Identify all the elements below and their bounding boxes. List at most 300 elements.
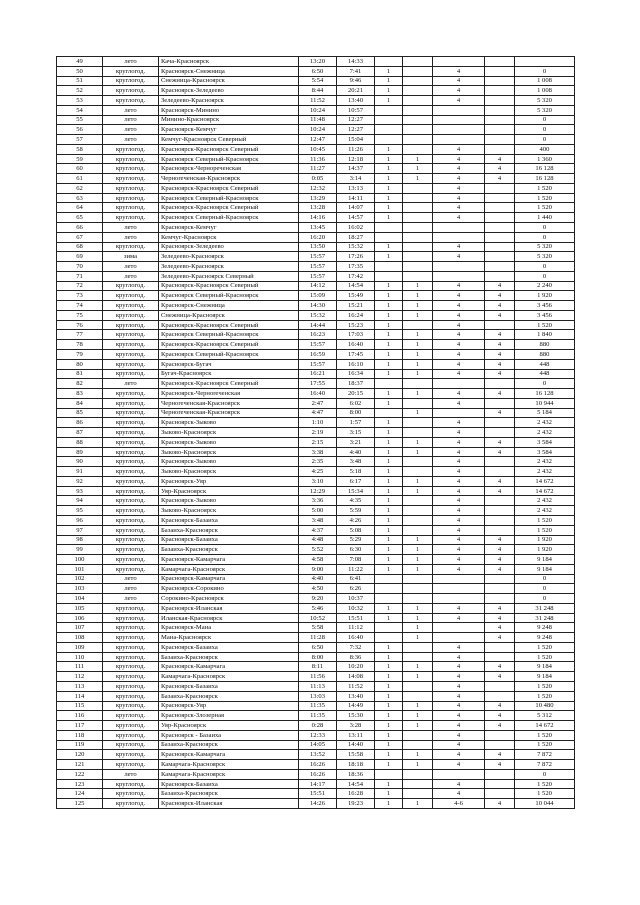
amount-cell: 5 184 (515, 408, 575, 418)
arrival-time-cell: 7:08 (337, 555, 375, 565)
col-c-cell (433, 232, 485, 242)
season-cell: круглогод. (103, 633, 159, 643)
table-row (57, 164, 575, 174)
col-a-cell: 1 (375, 603, 403, 613)
route-number-cell: 67 (57, 232, 103, 242)
table-row (57, 135, 575, 145)
col-c-cell: 4 (433, 437, 485, 447)
col-b-cell (403, 252, 433, 262)
table-row (57, 486, 575, 496)
col-b-cell (403, 496, 433, 506)
amount-cell: 1 440 (515, 213, 575, 223)
col-b-cell (403, 76, 433, 86)
season-cell: круглогод. (103, 652, 159, 662)
route-name-cell: Зеледеево-Красноярск (159, 252, 299, 262)
col-d-cell: 4 (485, 711, 515, 721)
col-b-cell (403, 682, 433, 692)
table-row (57, 349, 575, 359)
col-d-cell (485, 682, 515, 692)
route-number-cell: 62 (57, 183, 103, 193)
season-cell: круглогод. (103, 662, 159, 672)
route-name-cell: Черноreченская-Красноярск (159, 174, 299, 184)
route-number-cell: 120 (57, 750, 103, 760)
arrival-time-cell: 6:41 (337, 574, 375, 584)
arrival-time-cell: 4:26 (337, 515, 375, 525)
col-a-cell (375, 408, 403, 418)
col-c-cell: 4 (433, 291, 485, 301)
route-number-cell: 86 (57, 418, 103, 428)
col-d-cell: 4 (485, 359, 515, 369)
col-a-cell: 1 (375, 174, 403, 184)
col-c-cell: 4 (433, 476, 485, 486)
route-name-cell: Черноreченская-Красноярск (159, 408, 299, 418)
season-cell: круглогод. (103, 555, 159, 565)
col-a-cell: 1 (375, 789, 403, 799)
departure-time-cell: 11:27 (299, 164, 337, 174)
col-c-cell (433, 633, 485, 643)
route-name-cell: Красноярск-Зыково (159, 418, 299, 428)
departure-time-cell: 11:35 (299, 701, 337, 711)
route-name-cell: Красноярск-Минино (159, 105, 299, 115)
col-d-cell: 4 (485, 672, 515, 682)
amount-cell: 10 944 (515, 398, 575, 408)
route-number-cell: 113 (57, 682, 103, 692)
col-a-cell: 1 (375, 662, 403, 672)
arrival-time-cell: 14:11 (337, 193, 375, 203)
arrival-time-cell: 13:40 (337, 96, 375, 106)
route-name-cell: Красноярск-Камарчага (159, 555, 299, 565)
table-row (57, 281, 575, 291)
col-a-cell: 1 (375, 369, 403, 379)
arrival-time-cell: 5:29 (337, 535, 375, 545)
col-d-cell (485, 525, 515, 535)
route-name-cell: Камарчага-Красноярск (159, 769, 299, 779)
table-row (57, 86, 575, 96)
route-number-cell: 58 (57, 144, 103, 154)
amount-cell: 0 (515, 574, 575, 584)
col-a-cell: 1 (375, 515, 403, 525)
col-c-cell: 4 (433, 525, 485, 535)
col-a-cell: 1 (375, 545, 403, 555)
route-name-cell: Красноярск-Снежница (159, 66, 299, 76)
season-cell: круглогод. (103, 144, 159, 154)
col-c-cell: 4 (433, 389, 485, 399)
col-a-cell: 1 (375, 144, 403, 154)
arrival-time-cell: 13:13 (337, 183, 375, 193)
col-a-cell: 1 (375, 779, 403, 789)
col-d-cell: 4 (485, 545, 515, 555)
col-b-cell (403, 86, 433, 96)
amount-cell: 5 320 (515, 242, 575, 252)
table-row (57, 174, 575, 184)
col-d-cell (485, 594, 515, 604)
season-cell: круглогод. (103, 760, 159, 770)
route-name-cell: Зыково-Красноярск (159, 447, 299, 457)
departure-time-cell: 12:33 (299, 730, 337, 740)
departure-time-cell: 15:57 (299, 359, 337, 369)
col-c-cell: 4 (433, 349, 485, 359)
route-number-cell: 85 (57, 408, 103, 418)
season-cell: лето (103, 135, 159, 145)
arrival-time-cell: 18:36 (337, 769, 375, 779)
route-number-cell: 107 (57, 623, 103, 633)
route-name-cell: Снежница-Красноярск (159, 76, 299, 86)
arrival-time-cell: 11:52 (337, 682, 375, 692)
amount-cell: 0 (515, 262, 575, 272)
arrival-time-cell: 15:04 (337, 135, 375, 145)
col-c-cell: 4 (433, 203, 485, 213)
col-b-cell (403, 115, 433, 125)
col-c-cell: 4 (433, 86, 485, 96)
route-name-cell: Кемчуг-Красноярск (159, 232, 299, 242)
route-number-cell: 59 (57, 154, 103, 164)
route-number-cell: 117 (57, 721, 103, 731)
amount-cell: 1 920 (515, 545, 575, 555)
departure-time-cell: 11:52 (299, 96, 337, 106)
col-a-cell (375, 262, 403, 272)
departure-time-cell: 14:30 (299, 301, 337, 311)
arrival-time-cell: 18:18 (337, 760, 375, 770)
amount-cell (515, 57, 575, 67)
route-number-cell: 75 (57, 310, 103, 320)
col-d-cell (485, 144, 515, 154)
col-a-cell (375, 594, 403, 604)
amount-cell: 3 456 (515, 310, 575, 320)
amount-cell: 0 (515, 271, 575, 281)
departure-time-cell: 4:47 (299, 408, 337, 418)
col-c-cell: 4 (433, 496, 485, 506)
route-number-cell: 112 (57, 672, 103, 682)
route-name-cell: Зыково-Красноярск (159, 428, 299, 438)
departure-time-cell: 11:28 (299, 633, 337, 643)
season-cell: круглогод. (103, 174, 159, 184)
arrival-time-cell: 15:51 (337, 613, 375, 623)
col-a-cell: 1 (375, 213, 403, 223)
season-cell: круглогод. (103, 525, 159, 535)
col-a-cell: 1 (375, 691, 403, 701)
season-cell: круглогод. (103, 730, 159, 740)
route-name-cell: Красноярск-Базаиха (159, 642, 299, 652)
route-number-cell: 103 (57, 584, 103, 594)
col-a-cell: 1 (375, 467, 403, 477)
col-b-cell: 1 (403, 359, 433, 369)
col-c-cell: 4 (433, 213, 485, 223)
col-d-cell (485, 584, 515, 594)
route-number-cell: 109 (57, 642, 103, 652)
departure-time-cell: 13:52 (299, 750, 337, 760)
col-b-cell: 1 (403, 486, 433, 496)
col-c-cell: 4 (433, 701, 485, 711)
route-name-cell: Красноярск-Красноярск Северный (159, 340, 299, 350)
col-d-cell (485, 252, 515, 262)
col-a-cell: 1 (375, 555, 403, 565)
route-name-cell: Снежница-Красноярск (159, 310, 299, 320)
col-b-cell (403, 730, 433, 740)
col-b-cell (403, 574, 433, 584)
col-b-cell: 1 (403, 408, 433, 418)
season-cell: круглогод. (103, 389, 159, 399)
departure-time-cell: 4:25 (299, 467, 337, 477)
col-a-cell: 1 (375, 721, 403, 731)
departure-time-cell: 16:26 (299, 760, 337, 770)
table-row (57, 779, 575, 789)
arrival-time-cell: 17:03 (337, 330, 375, 340)
season-cell: лето (103, 115, 159, 125)
arrival-time-cell: 3:14 (337, 174, 375, 184)
col-a-cell (375, 135, 403, 145)
arrival-time-cell: 15:21 (337, 301, 375, 311)
col-a-cell (375, 769, 403, 779)
route-number-cell: 52 (57, 86, 103, 96)
arrival-time-cell: 8:00 (337, 408, 375, 418)
table-row (57, 574, 575, 584)
route-number-cell: 70 (57, 262, 103, 272)
route-number-cell: 123 (57, 779, 103, 789)
amount-cell: 2 240 (515, 281, 575, 291)
departure-time-cell: 14:16 (299, 213, 337, 223)
table-row (57, 711, 575, 721)
arrival-time-cell: 10:57 (337, 105, 375, 115)
col-a-cell (375, 271, 403, 281)
col-c-cell: 4 (433, 662, 485, 672)
route-number-cell: 89 (57, 447, 103, 457)
col-b-cell (403, 193, 433, 203)
col-c-cell (433, 57, 485, 67)
col-b-cell: 1 (403, 281, 433, 291)
col-b-cell (403, 262, 433, 272)
col-d-cell (485, 496, 515, 506)
amount-cell: 1 360 (515, 154, 575, 164)
table-row (57, 320, 575, 330)
arrival-time-cell: 15:34 (337, 486, 375, 496)
col-a-cell: 1 (375, 349, 403, 359)
col-b-cell: 1 (403, 750, 433, 760)
col-b-cell (403, 769, 433, 779)
col-c-cell: 4 (433, 740, 485, 750)
col-c-cell: 4 (433, 711, 485, 721)
route-name-cell: Базаиха-Красноярск (159, 691, 299, 701)
season-cell: круглогод. (103, 701, 159, 711)
route-name-cell: Иланская-Красноярск (159, 613, 299, 623)
col-c-cell (433, 115, 485, 125)
arrival-time-cell: 16:40 (337, 633, 375, 643)
route-number-cell: 61 (57, 174, 103, 184)
col-b-cell: 1 (403, 369, 433, 379)
season-cell: лето (103, 105, 159, 115)
table-row (57, 330, 575, 340)
col-a-cell: 1 (375, 476, 403, 486)
table-row (57, 613, 575, 623)
col-d-cell: 4 (485, 408, 515, 418)
col-b-cell: 1 (403, 349, 433, 359)
table-row (57, 193, 575, 203)
table-row (57, 340, 575, 350)
col-d-cell: 4 (485, 154, 515, 164)
route-name-cell: Красноярск-Базаиха (159, 779, 299, 789)
table-row (57, 271, 575, 281)
route-name-cell: Черноreченская-Красноярск (159, 398, 299, 408)
col-a-cell: 1 (375, 613, 403, 623)
amount-cell: 10 044 (515, 799, 575, 809)
col-a-cell: 1 (375, 86, 403, 96)
route-number-cell: 122 (57, 769, 103, 779)
route-number-cell: 68 (57, 242, 103, 252)
route-number-cell: 77 (57, 330, 103, 340)
departure-time-cell: 16:59 (299, 349, 337, 359)
amount-cell: 0 (515, 379, 575, 389)
arrival-time-cell: 16:34 (337, 369, 375, 379)
route-number-cell: 94 (57, 496, 103, 506)
season-cell: круглогод. (103, 496, 159, 506)
season-cell: круглогод. (103, 320, 159, 330)
col-a-cell: 1 (375, 66, 403, 76)
route-name-cell: Сорокино-Красноярск (159, 594, 299, 604)
route-name-cell: Красноярск-Красноярск Северный (159, 379, 299, 389)
season-cell: круглогод. (103, 789, 159, 799)
col-c-cell: 4 (433, 76, 485, 86)
season-cell: круглогод. (103, 476, 159, 486)
col-a-cell: 1 (375, 183, 403, 193)
col-b-cell (403, 740, 433, 750)
table-row (57, 535, 575, 545)
col-a-cell: 1 (375, 164, 403, 174)
table-row (57, 476, 575, 486)
arrival-time-cell: 17:35 (337, 262, 375, 272)
col-b-cell (403, 515, 433, 525)
arrival-time-cell: 5:08 (337, 525, 375, 535)
arrival-time-cell: 6:02 (337, 398, 375, 408)
route-name-cell: Красноярск-Иланская (159, 603, 299, 613)
route-number-cell: 80 (57, 359, 103, 369)
table-row (57, 525, 575, 535)
col-c-cell: 4 (433, 369, 485, 379)
route-name-cell: Красноярск-Красноярск Северный (159, 320, 299, 330)
col-c-cell (433, 574, 485, 584)
arrival-time-cell: 7:32 (337, 642, 375, 652)
season-cell: зима (103, 252, 159, 262)
col-c-cell: 4 (433, 672, 485, 682)
amount-cell: 1 520 (515, 525, 575, 535)
col-d-cell (485, 242, 515, 252)
departure-time-cell: 14:17 (299, 779, 337, 789)
season-cell: лето (103, 574, 159, 584)
col-d-cell: 4 (485, 330, 515, 340)
col-d-cell: 4 (485, 623, 515, 633)
col-b-cell: 1 (403, 672, 433, 682)
departure-time-cell: 8:00 (299, 652, 337, 662)
arrival-time-cell: 3:21 (337, 437, 375, 447)
col-c-cell (433, 623, 485, 633)
arrival-time-cell: 14:07 (337, 203, 375, 213)
route-name-cell: Красноярск-Зыково (159, 437, 299, 447)
departure-time-cell: 4:50 (299, 584, 337, 594)
table-row (57, 183, 575, 193)
amount-cell: 5 320 (515, 96, 575, 106)
arrival-time-cell: 6:17 (337, 476, 375, 486)
col-a-cell: 1 (375, 281, 403, 291)
route-number-cell: 79 (57, 349, 103, 359)
route-name-cell: Красноярск-Камарчага (159, 574, 299, 584)
season-cell: лето (103, 584, 159, 594)
arrival-time-cell: 3:28 (337, 721, 375, 731)
arrival-time-cell: 14:37 (337, 164, 375, 174)
col-b-cell (403, 428, 433, 438)
col-d-cell (485, 691, 515, 701)
departure-time-cell: 4:48 (299, 535, 337, 545)
route-name-cell: Красноярск-Красноярск Северный (159, 183, 299, 193)
season-cell: круглогод. (103, 642, 159, 652)
arrival-time-cell: 14:33 (337, 57, 375, 67)
col-b-cell: 1 (403, 447, 433, 457)
col-d-cell (485, 223, 515, 233)
col-b-cell (403, 398, 433, 408)
table-row (57, 115, 575, 125)
table-row (57, 584, 575, 594)
arrival-time-cell: 5:18 (337, 467, 375, 477)
departure-time-cell: 14:26 (299, 799, 337, 809)
arrival-time-cell: 13:11 (337, 730, 375, 740)
route-name-cell: Кемчуг-Красноярск Северный (159, 135, 299, 145)
col-d-cell (485, 262, 515, 272)
col-c-cell: 4 (433, 730, 485, 740)
col-a-cell: 1 (375, 525, 403, 535)
col-d-cell (485, 515, 515, 525)
route-name-cell: Красноярск-Уяр (159, 476, 299, 486)
arrival-time-cell: 17:26 (337, 252, 375, 262)
route-number-cell: 96 (57, 515, 103, 525)
amount-cell: 0 (515, 232, 575, 242)
season-cell: лето (103, 262, 159, 272)
route-number-cell: 100 (57, 555, 103, 565)
col-d-cell: 4 (485, 613, 515, 623)
season-cell: круглогод. (103, 330, 159, 340)
season-cell: круглогод. (103, 799, 159, 809)
route-number-cell: 71 (57, 271, 103, 281)
route-number-cell: 64 (57, 203, 103, 213)
route-name-cell: Красноярск-Чернореченская (159, 164, 299, 174)
col-a-cell: 1 (375, 799, 403, 809)
col-d-cell (485, 642, 515, 652)
arrival-time-cell: 8:36 (337, 652, 375, 662)
col-d-cell (485, 398, 515, 408)
departure-time-cell: 8:11 (299, 662, 337, 672)
route-number-cell: 97 (57, 525, 103, 535)
route-name-cell: Базаиха-Красноярск (159, 652, 299, 662)
season-cell: круглогод. (103, 398, 159, 408)
col-b-cell (403, 779, 433, 789)
route-number-cell: 105 (57, 603, 103, 613)
season-cell: круглогод. (103, 164, 159, 174)
route-name-cell: Красноярск-Злозерная (159, 711, 299, 721)
route-name-cell: Зеледеево-Красноярск (159, 262, 299, 272)
table-row (57, 232, 575, 242)
arrival-time-cell: 15:32 (337, 242, 375, 252)
col-a-cell: 1 (375, 740, 403, 750)
route-name-cell: Красноярск-Красноярск Северный (159, 144, 299, 154)
table-row (57, 760, 575, 770)
arrival-time-cell: 10:32 (337, 603, 375, 613)
col-b-cell (403, 467, 433, 477)
route-name-cell: Камарчага-Красноярск (159, 760, 299, 770)
col-a-cell: 1 (375, 96, 403, 106)
col-c-cell: 4 (433, 418, 485, 428)
route-name-cell: Базаиха-Красноярск (159, 789, 299, 799)
col-a-cell: 1 (375, 340, 403, 350)
season-cell: круглогод. (103, 203, 159, 213)
route-number-cell: 73 (57, 291, 103, 301)
table-row (57, 457, 575, 467)
route-number-cell: 81 (57, 369, 103, 379)
